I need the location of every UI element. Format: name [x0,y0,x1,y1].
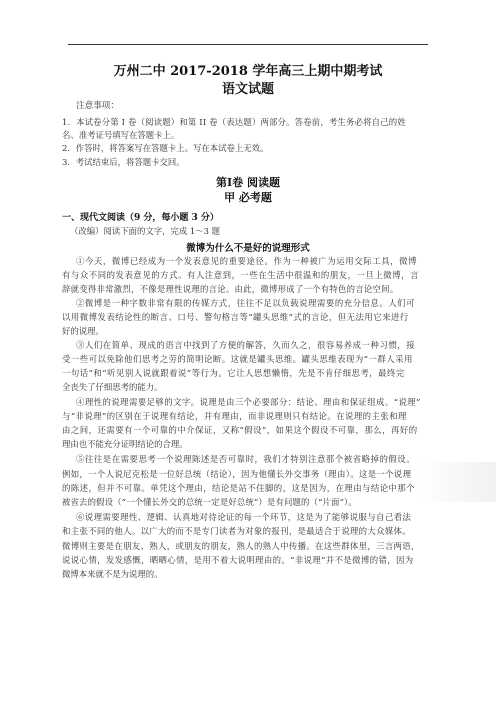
paragraph-line: 以用微博发表结论性的断言、口号、警句格言等“罐头思维”式的言论，但无法用它来进行 [62,312,409,322]
paragraph-line: 微博本来就不是为说理的。 [62,569,163,579]
paragraph-line: ①今天，微博已经成为一个发表意见的重要途径。作为一种被广为运用交际工具，微博 [76,256,418,266]
paragraph-line: 说说心情，发发感慨，晒晒心情，是用不着大说明理由的。“非说理”并不是微博的错，因为 [62,555,414,565]
paragraph-line: ④理性的说理需要足够的文字。说理是由三个必要部分：结论、理由和保证组成。“说理” [76,397,421,407]
watermark-fade [418,462,496,502]
header-rule [68,44,428,45]
exam-title: 万州二中 2017-2018 学年高三上期中期考试 [113,64,383,79]
paragraph-line: 一句话”和“听见别人说就跟着说”等行为。它让人思想懒惰，先是不肯仔细思考，最终完 [62,368,405,378]
notes-item: 名、准考证号填写在答题卡上。 [62,130,180,140]
paragraph-line: 辞就变得非常激烈，不像是理性说理的言论。由此，微博形成了一个有特色的言论空间。 [62,284,399,294]
paragraph-line: 全丧失了仔细思考的能力。 [62,382,163,392]
paragraph-line: ③人们在简单、现成的语言中找到了方便的解答，久而久之，很容易养成一种习惯，接 [76,340,416,350]
paragraph-line: 受一些可以免除他们思考之劳的简明论断。这就是罐头思维。罐头思维表现为“一群人采用 [62,354,413,364]
paragraph-line: 有与众不同的发表意见的方式。有人注意到，一些在生活中很温和的朋友，一旦上微博，言 [62,270,419,280]
section-instruction: （改编）阅读下面的文字，完成 1～3 题 [70,226,220,236]
section-heading: 一、现代文阅读（9 分，每小题 3 分） [62,213,219,223]
paragraph-line: 理由也不能充分证明结论的合理。 [62,439,188,449]
paragraph-line: ⑥说理需要理性、逻辑、认真地对待论证的每一个环节，这是为了能够说服与自己看法 [76,512,412,522]
part-subheading: 甲 必考题 [224,191,272,204]
paragraph-line: 与“非说理”的区别在于说理有结论，并有理由，而非说理则只有结论。在说理的主张和理 [62,411,407,421]
notes-item: 2．作答时，将答案写在答题卡上。写在本试卷上无效。 [62,143,269,153]
article-title: 微博为什么不是好的说理形式 [186,243,310,254]
paragraph-line: 微博则主要是在朋友、熟人，或朋友的朋友，熟人的熟人中传播。在这些群体里，三言两语， [62,541,420,551]
paragraph-line: 例如，一个人说尼克松是一位好总统（结论），因为他懂长外交事务（理由）。这是一个说理 [62,469,412,479]
paragraph-line: ⑤往往是在需要思考一个说理陈述是否可靠时，我们才特别注意那个被省略掉的假设。 [76,454,416,464]
paragraph-line: 的陈述，但并不可靠。单凭这个理由，结论是站不住脚的，这是因为，在理由与结论中那个 [62,483,415,493]
paragraph-line: ②微博是一种字数非常有限的传媒方式，往往不足以负载说理需要的充分信息。人们可 [76,298,416,308]
paragraph-line: 好的说理。 [62,326,104,336]
paragraph-line: 由之间，还需要有一个可靠的中介保证，又称“假设”，如果这个假设不可靠，那么，再好的 [62,425,418,435]
exam-subtitle: 语文试题 [221,82,274,97]
notes-item: 1．本试卷分第 I 卷（阅读题）和第 II 卷（表达题）两部分。答卷前，考生务必将自己的姓 [62,117,406,127]
notes-heading: 注意事项： [76,101,119,111]
paragraph-line: 被省去的假设（“一个懂长外交的总统一定是好总统”）是有问题的（“片面”）。 [62,497,357,507]
part-heading: 第Ⅰ卷 阅读题 [216,176,280,189]
notes-item: 3．考试结束后，将答题卡交回。 [62,157,185,167]
paragraph-line: 和主张不同的他人。以广大的而不是专门读者为对象的报刊，是最适合于说理的大众媒体。 [62,526,411,536]
